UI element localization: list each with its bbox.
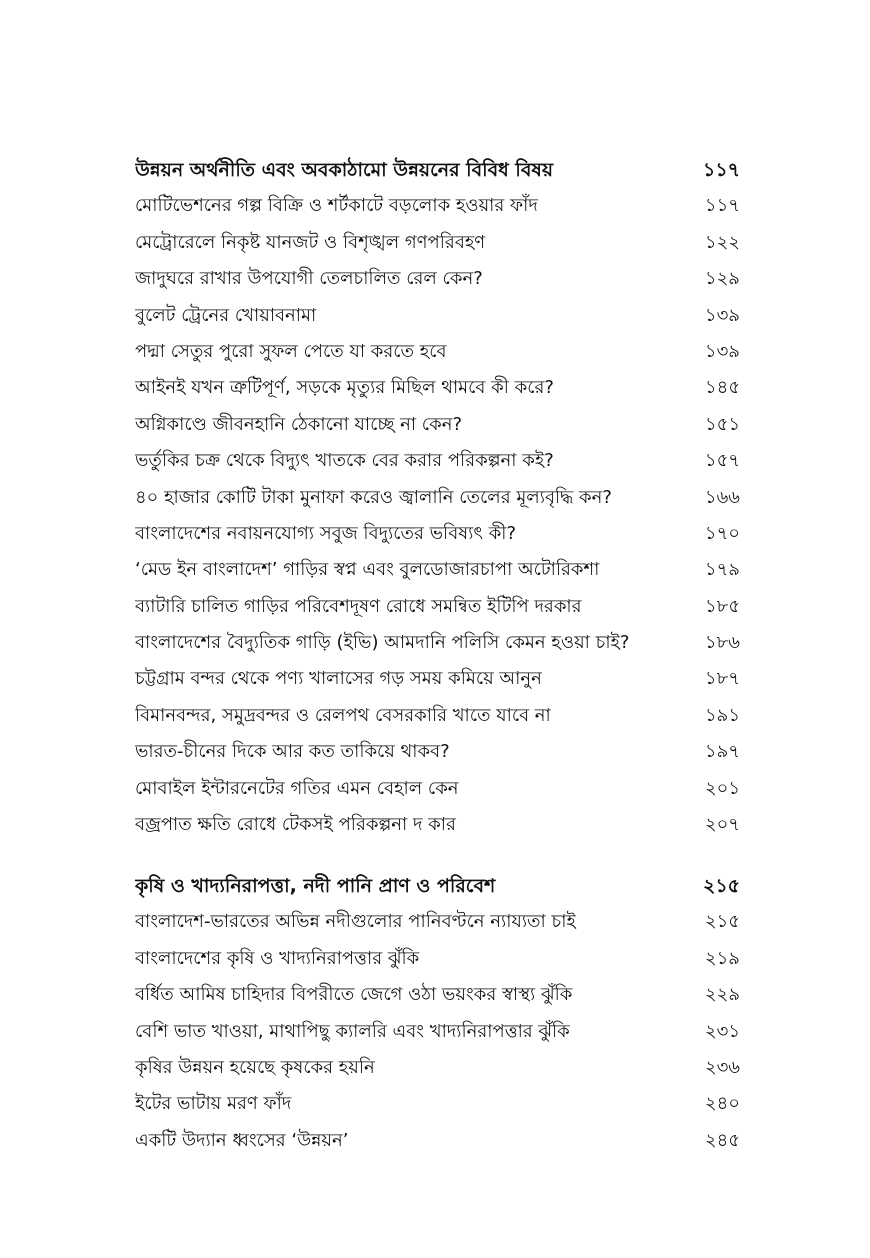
toc-entry-title: চট্টগ্রাম বন্দর থেকে পণ্য খালাসের গড় সময় কমিয়ে আনুন [135,668,542,690]
toc-entry [135,625,740,661]
page-number: ১১৭ [702,159,740,181]
toc-section [135,868,740,1159]
page-number: ১৮৬ [704,632,740,654]
toc-entry-title: বাংলাদেশ-ভারতের অভিন্ন নদীগুলোর পানিবণ্টনে ন্যায্যতা চাই [135,911,576,933]
toc-entry-title: বুলেট ট্রেনের খোয়াবনামা [135,304,317,326]
page-number: ১৯১ [704,704,740,726]
toc-entry [135,188,740,224]
toc-entry-title: ভর্তুকির চক্র থেকে বিদ্যুৎ খাতকে বের করার পরিকল্পনা কই? [135,450,554,472]
toc-entry [135,261,740,297]
toc-entry-title: অগ্নিকাণ্ডে জীবনহানি ঠেকানো যাচ্ছে না কেন? [135,413,463,435]
toc-entry [135,977,740,1013]
toc-entry [135,480,740,516]
page-number: ১৮৫ [704,595,740,617]
toc-entry [135,771,740,807]
page-number: ২১৫ [702,875,740,897]
page-number: ১৪৫ [704,377,740,399]
toc-entry [135,698,740,734]
toc-entry-title: ‘মেড ইন বাংলাদেশ’ গাড়ির স্বপ্ন এবং বুলডোজারচাপা অটোরিকশা [135,559,600,581]
section-heading [135,868,740,904]
page-number: ২০১ [704,777,740,799]
toc-entry [135,334,740,370]
toc-entry [135,807,740,843]
toc-entry-title: পদ্মা সেতুর পুরো সুফল পেতে যা করতে হবে [135,340,447,362]
page-number: ২৪৫ [704,1129,740,1151]
toc-entry [135,734,740,770]
toc-entry [135,225,740,261]
page-number: ২৩১ [704,1020,740,1042]
toc-entry [135,1086,740,1122]
toc-entry-title: ব্যাটারি চালিত গাড়ির পরিবেশদূষণ রোধে সমন্বিত ইটিপি দরকার [135,595,582,617]
section-heading [135,152,740,188]
toc-entry-title: মোটিভেশনের গল্প বিক্রি ও শর্টকাটে বড়লোক হওয়ার ফাঁদ [135,195,538,217]
toc-entry-title: বিমানবন্দর, সমুদ্রবন্দর ও রেলপথ বেসরকারি খাতে যাবে না [135,704,551,726]
page-number: ১৭০ [704,522,740,544]
toc-entry-title: ৪০ হাজার কোটি টাকা মুনাফা করেও জ্বালানি তেলের মূল্যবৃদ্ধি কন? [135,486,612,508]
page-number: ২৩৬ [704,1056,740,1078]
toc-entry [135,370,740,406]
toc-entry-title: ইটের ভাটায় মরণ ফাঁদ [135,1093,292,1115]
page-number: ১৮৭ [704,668,740,690]
page-number: ২১৫ [704,911,740,933]
page-number: ১৫৭ [704,450,740,472]
toc-entry-title: একটি উদ্যান ধ্বংসের ‘উন্নয়ন’ [135,1129,349,1151]
page-number: ১২২ [704,231,740,253]
page-number: ২০৭ [704,814,740,836]
toc-entry-title: বর্ধিত আমিষ চাহিদার বিপরীতে জেগে ওঠা ভয়ংকর স্বাস্থ্য ঝুঁকি [135,984,573,1006]
toc-entry-title: মোবাইল ইন্টারনেটের গতির এমন বেহাল কেন [135,777,459,799]
toc-entry [135,589,740,625]
toc-entry [135,298,740,334]
page-number: ১৯৭ [704,741,740,763]
toc-entry [135,1014,740,1050]
toc-entry-title: আইনই যখন ত্রুটিপূর্ণ, সড়কে মৃত্যুর মিছিল থামবে কী করে? [135,377,554,399]
page-number: ১১৭ [704,195,740,217]
page-number: ১৫১ [704,413,740,435]
page-number: ১৬৬ [704,486,740,508]
toc-entry-title: কৃষির উন্নয়ন হয়েছে কৃষকের হয়নি [135,1056,375,1078]
section-heading-title: উন্নয়ন অর্থনীতি এবং অবকাঠামো উন্নয়নের বিবিধ বিষয় [135,159,554,181]
toc-entry-title: মেট্রোরেলে নিকৃষ্ট যানজট ও বিশৃঙ্খল গণপরিবহণ [135,231,486,253]
toc-entry [135,941,740,977]
page-number: ২১৯ [704,947,740,969]
toc-entry [135,407,740,443]
toc-entry [135,552,740,588]
toc-entry-title: বাংলাদেশের বৈদ্যুতিক গাড়ি (ইভি) আমদানি পলিসি কেমন হওয়া চাই? [135,632,630,654]
toc-entry-title: বাংলাদেশের কৃষি ও খাদ্যনিরাপত্তার ঝুঁকি [135,947,420,969]
toc-entry [135,516,740,552]
toc-entry-title: বেশি ভাত খাওয়া, মাথাপিছু ক্যালরি এবং খাদ্যনিরাপত্তার ঝুঁকি [135,1020,570,1042]
toc-entry-title: বজ্রপাত ক্ষতি রোধে টেকসই পরিকল্পনা দ কার [135,814,456,836]
toc-entry [135,443,740,479]
page-number: ১৩৯ [704,304,740,326]
toc-section [135,152,740,843]
toc-entry [135,904,740,940]
page-number: ১২৯ [704,268,740,290]
toc-entry-title: জাদুঘরে রাখার উপযোগী তেলচালিত রেল কেন? [135,268,483,290]
toc-entry [135,1123,740,1159]
toc-entry-title: ভারত-চীনের দিকে আর কত তাকিয়ে থাকব? [135,741,450,763]
page-number: ২৪০ [704,1093,740,1115]
toc-entry [135,1050,740,1086]
page-number: ২২৯ [704,984,740,1006]
page-number: ১৩৯ [704,340,740,362]
page-number: ১৭৯ [704,559,740,581]
toc-entry-title: বাংলাদেশের নবায়নযোগ্য সবুজ বিদ্যুতের ভবিষ্যৎ কী? [135,522,517,544]
toc-entry [135,661,740,697]
section-heading-title: কৃষি ও খাদ্যনিরাপত্তা, নদী পানি প্রাণ ও পরিবেশ [135,875,496,897]
